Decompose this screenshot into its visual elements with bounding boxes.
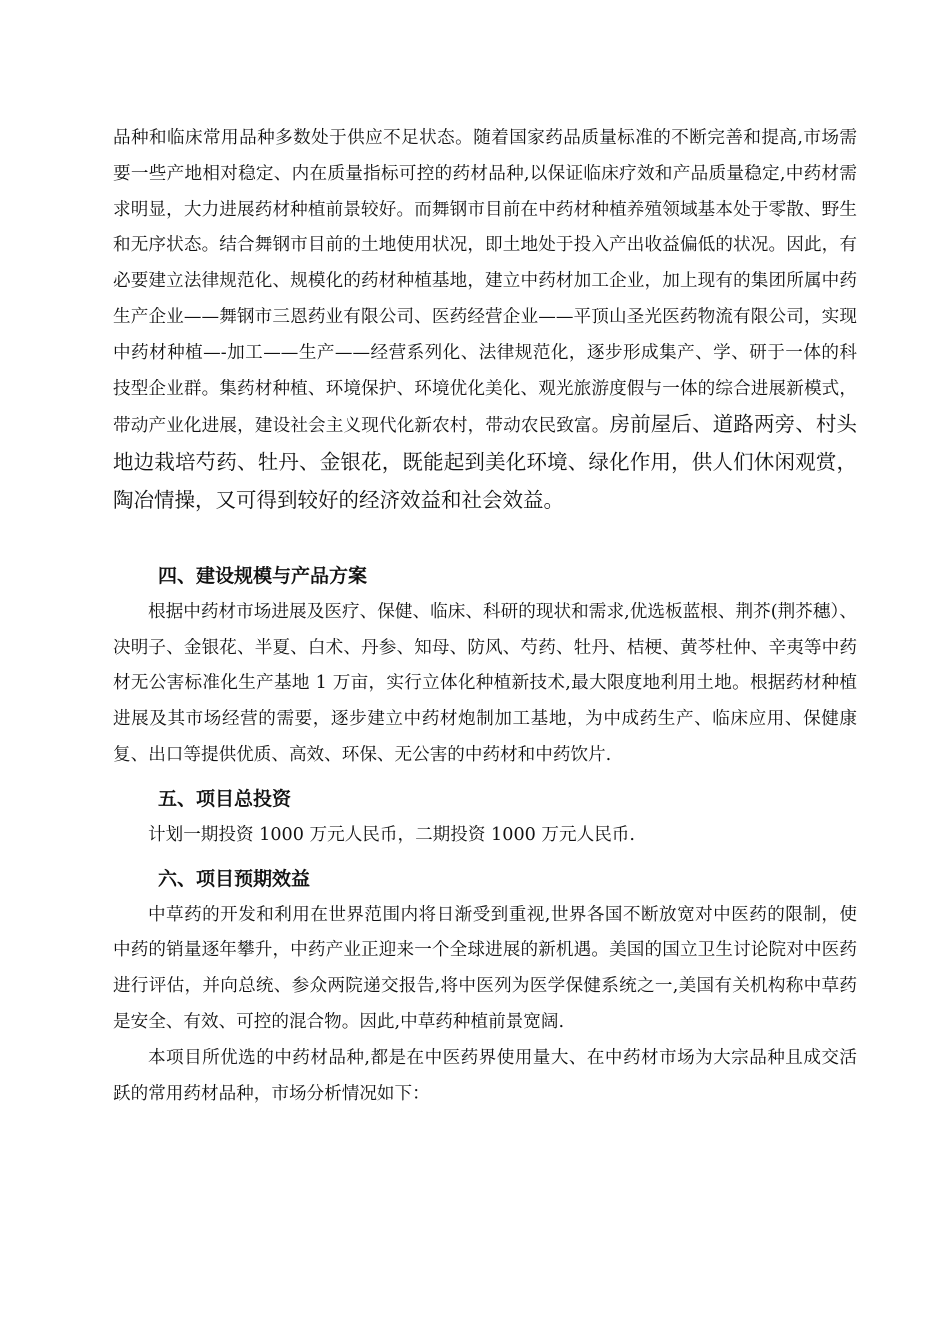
section-6-heading: 六、项目预期效益 (158, 867, 311, 890)
section-5-heading: 五、项目总投资 (158, 787, 292, 810)
intro-paragraph (113, 121, 857, 521)
section-4-body: 根据中药材市场进展及医疗、保健、临床、科研的现状和需求,优选板蓝根、荆芥(荆芥穗）、决明子、金银花、半夏、白术、丹参、知母、防风、芍药、牡丹、桔梗、黄芩杜仲、辛夷等中药材无公害标准化生产基地 1 万亩，实行立体化种植新技术,最大限度地利用土地。根据药材种植进展及其市场经营的需要，逐步建立中药材炮制加工基地，为中成药生产、临床应用、保健康复、出口等提供优质、高效、环保、无公害的中药材和中药饮片. (113, 601, 857, 765)
section-6-body-2: 本项目所优选的中药材品种,都是在中医药界使用量大、在中药材市场为大宗品种且成交活跃的常用药材品种，市场分析情况如下： (113, 1047, 857, 1104)
section-5-body: 计划一期投资 1000 万元人民币，二期投资 1000 万元人民币. (148, 824, 635, 845)
intro-paragraph-large-text: 房前屋后、道路两旁、村头地边栽培芍药、牡丹、金银花，既能起到美化环境、绿化作用，供人们休闲观赏，陶冶情操，又可得到较好的经济效益和社会效益。 (113, 412, 857, 512)
section-4-heading: 四、建设规模与产品方案 (158, 564, 368, 587)
section-spacer (113, 521, 857, 557)
intro-paragraph-text: 品种和临床常用品种多数处于供应不足状态。随着国家药品质量标准的不断完善和提高,市场需要一些产地相对稳定、内在质量指标可控的药材品种,以保证临床疗效和产品质量稳定,中药材需求明显，大力进展药材种植前景较好。而舞钢市目前在中药材种植养殖领域基本处于零散、野生和无序状态。结合舞钢市目前的土地使用状况，即土地处于投入产出收益偏低的状况。因此，有必要建立法律规范化、规模化的药材种植基地，建立中药材加工企业，加上现有的集团所属中药生产企业——舞钢市三恩药业有限公司、医药经营企业——平顶山圣光医药物流有限公司，实现中药材种植—-加工——生产——经营系列化、法律规范化，逐步形成集产、学、研于一体的科技型企业群。集药材种植、环境保护、环境优化美化、观光旅游度假与一体的综合进展新模式，带动产业化进展，建设社会主义现代化新农村，带动农民致富。 (113, 128, 857, 437)
section-6-body-1: 中草药的开发和利用在世界范围内将日渐受到重视,世界各国不断放宽对中医药的限制，使中药的销量逐年攀升，中药产业正迎来一个全球进展的新机遇。美国的国立卫生讨论院对中医药进行评估，并向总统、参众两院递交报告,将中医列为医学保健系统之一,美国有关机构称中草药是安全、有效、可控的混合物。因此,中草药种植前景宽阔. (113, 904, 857, 1032)
